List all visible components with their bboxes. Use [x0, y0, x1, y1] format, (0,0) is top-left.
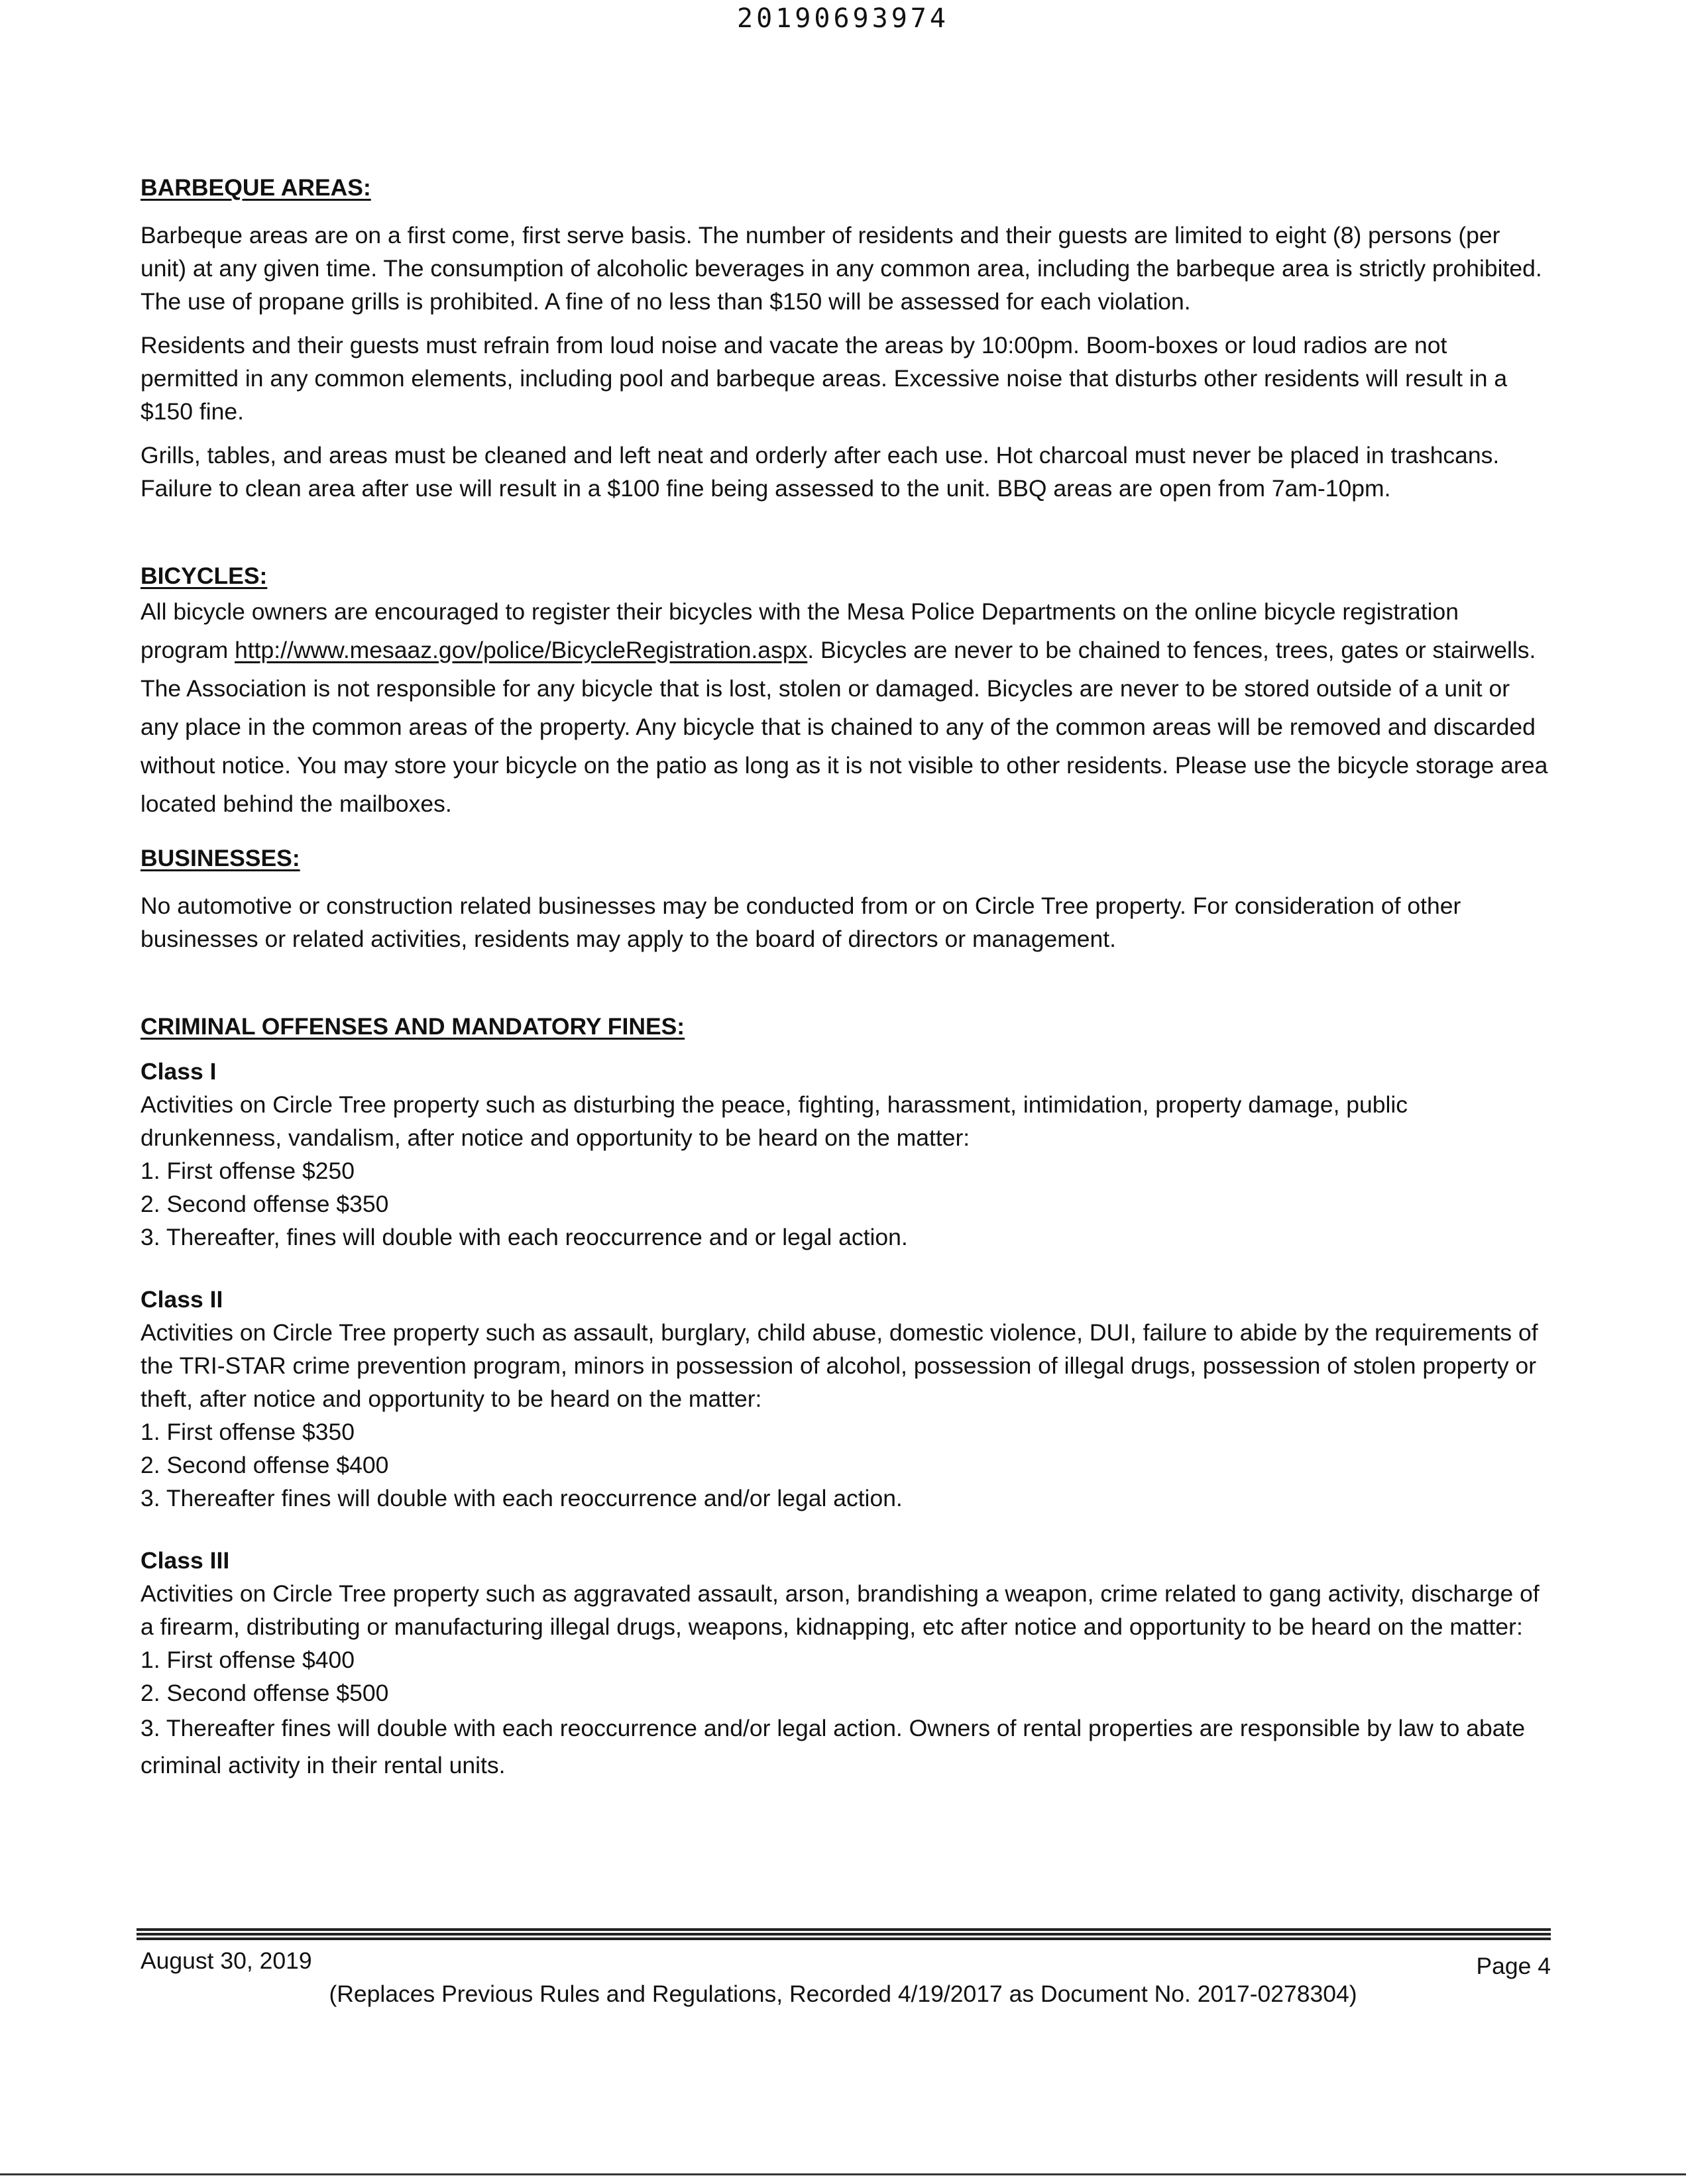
class-2-item: 1. First offense $350: [140, 1419, 355, 1445]
class-1-description: Activities on Circle Tree property such as disturbing the peace, fighting, harassment, intimidation, property damage, public drunkenness, vandalism, after notice and opportunity to be heard on the matter:: [140, 1091, 1408, 1151]
bicycles-text-after: . Bicycles are never to be chained to fences, trees, gates or stairwells. The Association is not responsible for any bicycle that is lost, stolen or damaged. Bicycles are never to be stored outside of a unit or any place in the common areas of the property. Any bicycle that is chained to any of the common areas will be removed and discarded without notice. You may store your bicycle on the patio as long as it is not visible to other residents. Please use the bicycle storage area located behind the mailboxes.: [140, 637, 1548, 817]
barbeque-paragraph-3: Grills, tables, and areas must be cleaned and left neat and orderly after each use. Hot charcoal must never be placed in trashcans. Failure to clean area after use will result in a $100 fine being assessed to the unit. BBQ areas are open from 7am-10pm.: [140, 442, 1500, 502]
heading-bicycles: BICYCLES:: [140, 563, 268, 589]
class-2-description: Activities on Circle Tree property such as assault, burglary, child abuse, domestic violence, DUI, failure to abide by the requirements of the TRI-STAR crime prevention program, minors in possession of alcohol, possession of illegal drugs, possession of stolen property or theft, after notice and opportunity to be heard on the matter:: [140, 1319, 1538, 1412]
bicycles-paragraph: [140, 592, 1551, 823]
businesses-paragraph: No automotive or construction related businesses may be conducted from or on Circle Tree property. For consideration of other businesses or related activities, residents may apply to the board of directors or management.: [140, 893, 1461, 952]
class-2-item: 2. Second offense $400: [140, 1452, 389, 1478]
heading-businesses: BUSINESSES:: [140, 845, 300, 871]
class-2-item: 3. Thereafter fines will double with each reoccurrence and/or legal action.: [140, 1485, 903, 1511]
footer-divider: [137, 1928, 1551, 1940]
barbeque-paragraph-2: Residents and their guests must refrain from loud noise and vacate the areas by 10:00pm. Boom-boxes or loud radios are not permitted in any common elements, including pool and barbeque areas. Excessive noise that disturbs other residents will result in a $150 fine.: [140, 332, 1508, 425]
class-3-description: Activities on Circle Tree property such as aggravated assault, arson, brandishing a weapon, crime related to gang activity, discharge of a firearm, distributing or manufacturing illegal drugs, weapons, kidnapping, etc after notice and opportunity to be heard on the matter:: [140, 1580, 1540, 1640]
class-3-title: Class III: [140, 1547, 230, 1574]
document-number: 20190693974: [737, 3, 949, 34]
bicycle-registration-link[interactable]: http://www.mesaaz.gov/police/BicycleRegistration.aspx: [235, 637, 808, 663]
class-2-title: Class II: [140, 1286, 223, 1313]
class-3-item: 3. Thereafter fines will double with each reoccurrence and/or legal action. Owners of rental properties are responsible by law to abate criminal activity in their rental units.: [140, 1715, 1526, 1778]
class-1-item: 3. Thereafter, fines will double with each reoccurrence and or legal action.: [140, 1224, 908, 1250]
barbeque-paragraph-1: Barbeque areas are on a first come, first serve basis. The number of residents and their guests are limited to eight (8) persons (per unit) at any given time. The consumption of alcoholic beverages in any common area, including the barbeque area is strictly prohibited. The use of propane grills is prohibited. A fine of no less than $150 will be assessed for each violation.: [140, 222, 1542, 315]
heading-barbeque: BARBEQUE AREAS:: [140, 174, 371, 201]
class-1-title: Class I: [140, 1058, 217, 1085]
heading-criminal-offenses: CRIMINAL OFFENSES AND MANDATORY FINES:: [140, 1013, 685, 1040]
footer-replacement-note: (Replaces Previous Rules and Regulations, Recorded 4/19/2017 as Document No. 2017-0278304): [329, 1981, 1357, 2007]
class-1-item: 1. First offense $250: [140, 1158, 355, 1184]
bottom-scan-line: [0, 2173, 1686, 2175]
footer-date: August 30, 2019: [140, 1947, 312, 1974]
page-number: Page 4: [1476, 1953, 1551, 1979]
page-content: [140, 171, 1551, 1784]
class-3-item: 1. First offense $400: [140, 1647, 355, 1673]
class-1-item: 2. Second offense $350: [140, 1191, 389, 1217]
bicycles-text-before: All bicycle owners are encouraged to register their bicycles with the Mesa Police Departments on the online bicycle registration program: [140, 598, 1459, 663]
class-3-item: 2. Second offense $500: [140, 1680, 389, 1706]
